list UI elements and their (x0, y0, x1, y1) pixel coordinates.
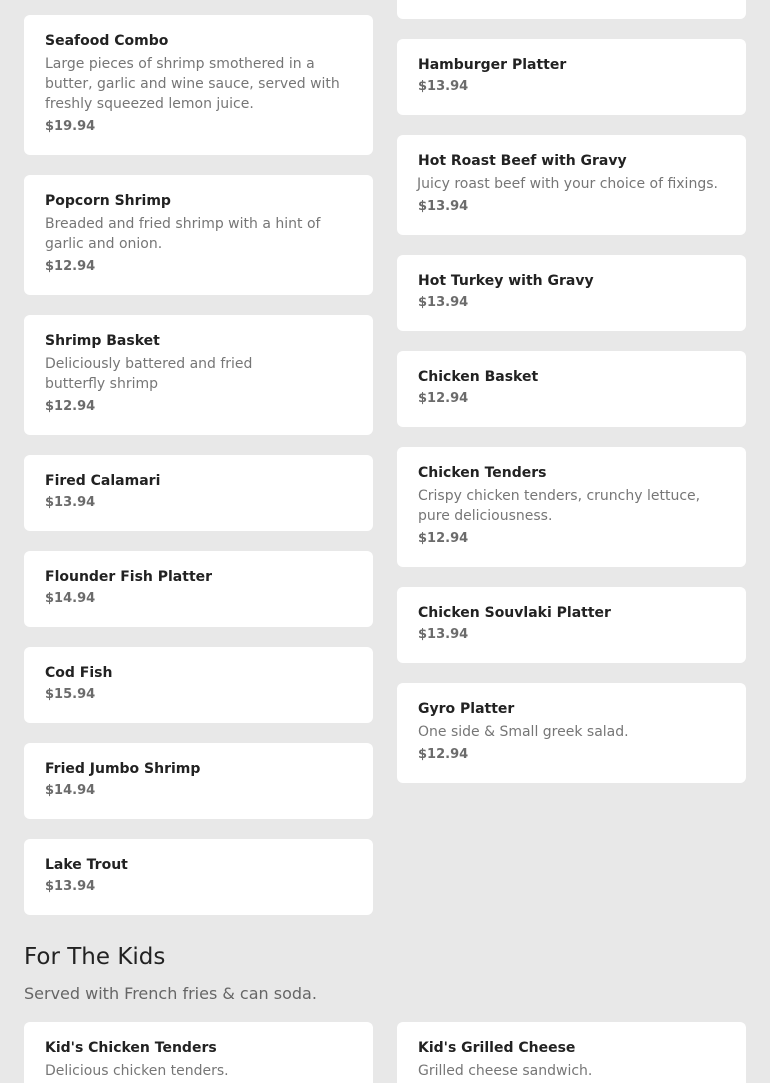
item-price: $13.94 (418, 199, 469, 214)
section-title-kids: For The Kids (24, 944, 166, 970)
item-name: Cod Fish (45, 665, 113, 681)
menu-item-shrimp-basket[interactable] (24, 315, 373, 435)
menu-item-chicken-basket[interactable] (397, 351, 746, 427)
item-name: Fired Calamari (45, 473, 161, 489)
menu-item-fried-jumbo-shrimp[interactable] (24, 743, 373, 819)
menu-item-hamburger-platter[interactable] (397, 39, 746, 115)
menu-item-popcorn-shrimp[interactable] (24, 175, 373, 295)
item-name: Chicken Tenders (418, 465, 547, 481)
item-price: $12.94 (418, 391, 469, 406)
item-price: $14.94 (45, 783, 96, 798)
item-name: Kid's Grilled Cheese (418, 1040, 576, 1056)
item-name: Chicken Basket (418, 369, 539, 385)
menu-item-flounder-fish-platter[interactable] (24, 551, 373, 627)
item-name: Flounder Fish Platter (45, 569, 213, 585)
menu-item-kids-grilled-cheese[interactable] (397, 1022, 746, 1083)
item-name: Popcorn Shrimp (45, 193, 171, 209)
item-description: Breaded and fried shrimp with a hint of garlic and onion. (45, 216, 321, 252)
menu-item-chicken-tenders[interactable] (397, 447, 746, 567)
item-price: $13.94 (418, 79, 469, 94)
item-name: Shrimp Basket (45, 333, 160, 349)
item-price: $15.94 (45, 687, 96, 702)
item-name: Hot Roast Beef with Gravy (418, 153, 627, 169)
item-price: $13.94 (418, 627, 469, 642)
item-price: $13.94 (45, 879, 96, 894)
item-name: Hot Turkey with Gravy (418, 273, 594, 289)
menu-item-card[interactable] (397, 0, 746, 19)
item-price: $12.94 (45, 399, 96, 414)
menu-item-cod-fish[interactable] (24, 647, 373, 723)
item-price: $12.94 (418, 531, 469, 546)
item-price: $19.94 (45, 119, 96, 134)
item-name: Chicken Souvlaki Platter (418, 605, 611, 621)
item-description: Large pieces of shrimp smothered in a butter, garlic and wine sauce, served with freshly squeezed lemon juice. (45, 56, 340, 112)
item-name: Hamburger Platter (418, 57, 567, 73)
item-description: Grilled cheese sandwich. (418, 1063, 593, 1079)
menu-item-kids-chicken-tenders[interactable] (24, 1022, 373, 1083)
item-description: Juicy roast beef with your choice of fixings. (417, 176, 718, 192)
item-name: Kid's Chicken Tenders (45, 1040, 217, 1056)
item-name: Seafood Combo (45, 33, 169, 49)
menu-item-lake-trout[interactable] (24, 839, 373, 915)
menu-item-chicken-souvlaki-platter[interactable] (397, 587, 746, 663)
menu-item-fired-calamari[interactable] (24, 455, 373, 531)
menu-item-hot-turkey[interactable] (397, 255, 746, 331)
item-name: Fried Jumbo Shrimp (45, 761, 201, 777)
item-price: $13.94 (45, 495, 96, 510)
item-description: Crispy chicken tenders, crunchy lettuce, pure deliciousness. (418, 488, 701, 524)
item-description: Deliciously battered and fried butterfly shrimp (45, 356, 253, 392)
menu-item-seafood-combo[interactable] (24, 15, 373, 155)
item-price: $14.94 (45, 591, 96, 606)
item-price: $12.94 (418, 747, 469, 762)
item-name: Lake Trout (45, 857, 128, 873)
section-subtitle-kids: Served with French fries & can soda. (24, 984, 317, 1003)
item-price: $13.94 (418, 295, 469, 310)
menu-item-hot-roast-beef[interactable] (397, 135, 746, 235)
item-name: Gyro Platter (418, 701, 515, 717)
item-price: $12.94 (45, 259, 96, 274)
item-description: One side & Small greek salad. (418, 724, 629, 740)
menu-item-gyro-platter[interactable] (397, 683, 746, 783)
item-description: Delicious chicken tenders. (45, 1063, 229, 1079)
